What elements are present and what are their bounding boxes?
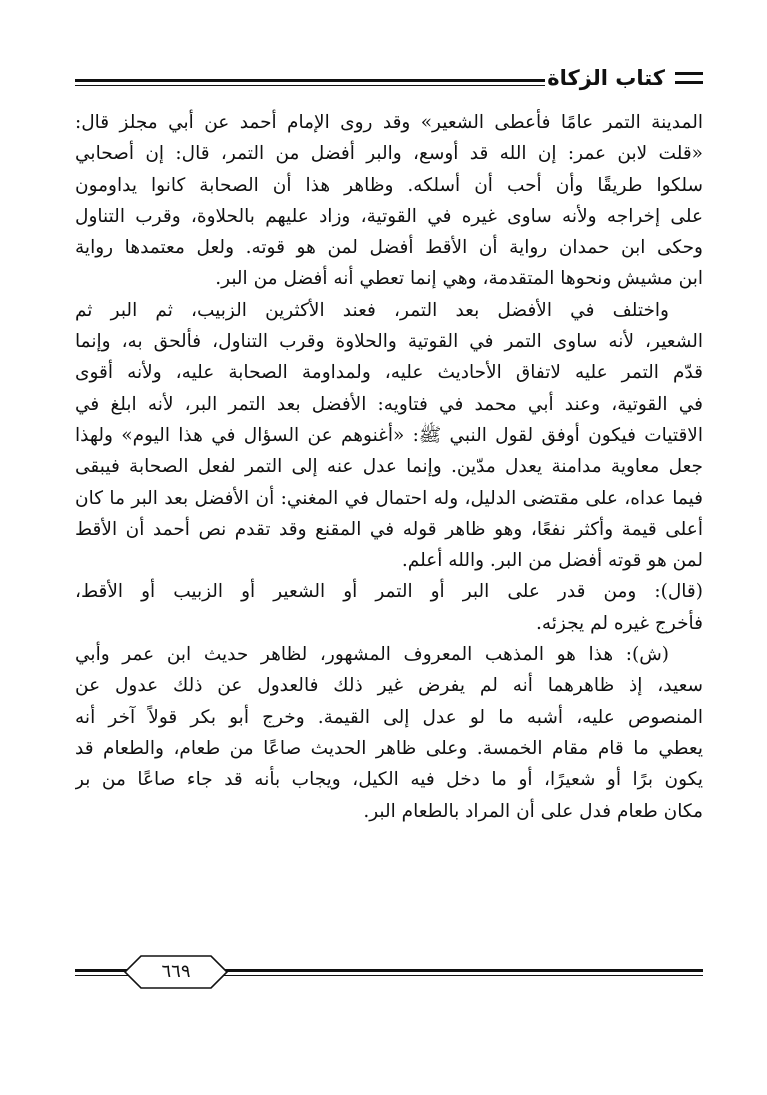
page-body [75, 107, 703, 827]
text-line: فيما عداه، على مقتضى الدليل، وله احتمال في المغني: أن الأفضل بعد البر ما كان [75, 487, 703, 509]
text-line: «قلت لابن عمر: إن الله قد أوسع، والبر أفضل من التمر، قال: إن أصحابي [75, 143, 703, 165]
text-line: ابن مشيش ونحوها المتقدمة، وهي إنما تعطي أنه أفضل من البر. [215, 268, 703, 290]
text-line: جعل معاوية مدامنة يعدل مدّين. وإنما عدل عنه إلى التمر لفعل الصحابة فيبقى [75, 456, 703, 478]
text-line: قدّم التمر عليه لاتفاق الأحاديث عليه، ولمداومة الصحابة عليه، ولأنه أقوى [75, 362, 703, 384]
text-line: واختلف في الأفضل بعد التمر، فعند الأكثرين الزبيب، ثم البر ثم [75, 299, 669, 321]
text-line: الشعير، لأنه ساوى التمر في القوتية والحلاوة وقرب التناول، فألحق به، وإنما [75, 331, 703, 353]
text-line: سعيد، إذ ظاهرهما أنه لم يفرض غير ذلك فالعدول عن ذلك عدول عن [75, 675, 703, 697]
text-line: أعلى قيمة وأكثر نفعًا، وهو ظاهر قوله في المقنع وقد تقدم نص أحمد أن الأقط [75, 518, 703, 540]
page-number: ٦٦٩ [161, 961, 191, 982]
text-line: الاقتيات فيكون أوفق لقول النبي ﷺ: «أغنوهم عن السؤال في هذا اليوم» ولهذا [75, 424, 703, 446]
text-line: فأخرج غيره لم يجزئه. [535, 612, 703, 634]
page-footer [75, 955, 703, 995]
text-line: في القوتية، وعند أبي محمد في فتاويه: الأفضل بعد التمر البر، لأنه ابلغ في [75, 393, 703, 415]
header-rule-thin [75, 85, 545, 86]
header-rule-thick [75, 79, 545, 82]
text-line: مكان طعام فدل على أن المراد بالطعام البر. [363, 800, 703, 822]
text-line: يكون برًا أو شعيرًا، أو ما دخل فيه الكيل، ويجاب بأنه قد جاء صاعًا من بر [75, 769, 703, 791]
text-line: (قال): ومن قدر على البر أو التمر أو الشعير أو الزبيب أو الأقط، [75, 581, 703, 603]
text-line: المدينة التمر عامًا فأعطى الشعير» وقد روى الإمام أحمد عن أبي مجلز قال: [75, 112, 703, 133]
text-line: المنصوص عليه، أشبه ما لو عدل إلى القيمة. وخرج أبو بكر قولاً آخر أنه [75, 706, 703, 728]
chapter-title: كتاب الزكاة [547, 66, 665, 90]
text-line: (ش): هذا هو المذهب المعروف المشهور، لظاهر حديث ابن عمر وأبي [75, 644, 669, 666]
text-line: يعطي ما قام مقام الخمسة. وعلى ظاهر الحديث صاعًا من طعام، والطعام قد [75, 737, 703, 759]
text-line: على إخراجه ولأنه ساوى غيره في القوتية، وزاد عليهم بالحلاوة، وقرب التناول [75, 205, 703, 227]
text-line: لمن هو قوته أفضل من البر. والله أعلم. [401, 550, 703, 572]
text-line: سلكوا طريقًا وأن أحب أن أسلكه. وظاهر هذا أن الصحابة كانوا يداومون [75, 174, 703, 196]
header-ornament-mark [675, 72, 703, 84]
text-line: وحكى ابن حمدان رواية أن الأقط أفضل لمن هو قوته. ولعل معتمدها رواية [75, 237, 703, 259]
running-header [75, 60, 703, 100]
